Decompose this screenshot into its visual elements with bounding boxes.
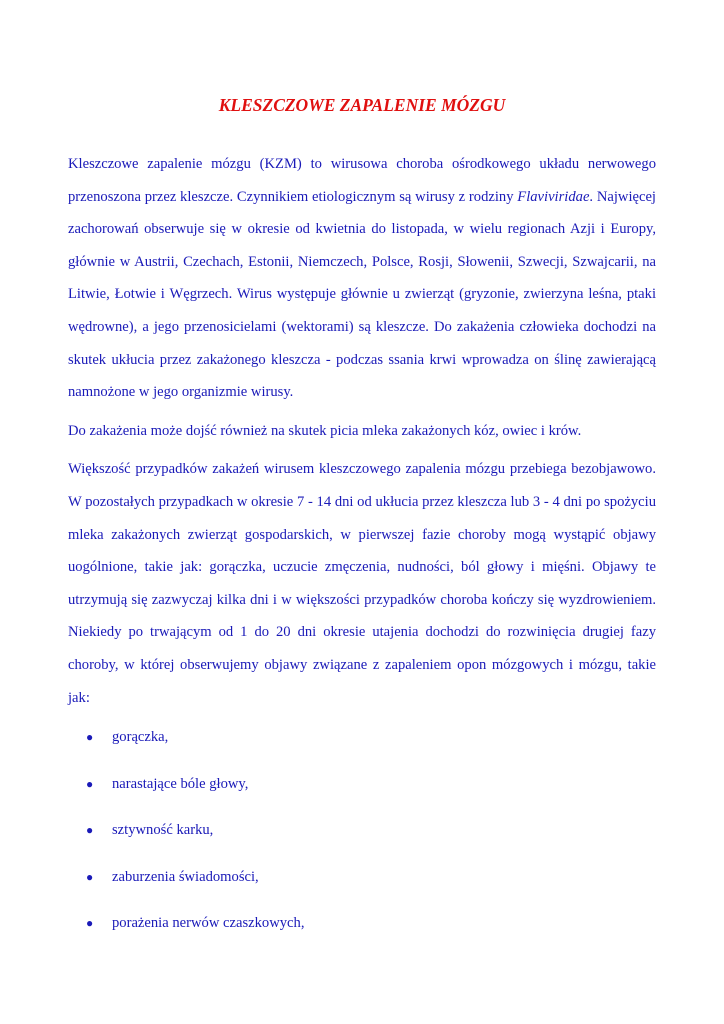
list-item-text: sztywność karku, (112, 822, 214, 839)
list-item-text: narastające bóle głowy, (112, 775, 249, 792)
list-item (68, 819, 656, 866)
bullet-icon: ● (86, 823, 94, 838)
list-item-text: zaburzenia świadomości, (112, 868, 259, 885)
symptom-list (68, 726, 656, 959)
bullet-icon: ● (86, 869, 94, 884)
virus-family-name: Flaviviridae (517, 188, 590, 205)
list-item (68, 912, 656, 959)
list-item (68, 773, 656, 820)
document-body (68, 148, 656, 959)
list-item-text: porażenia nerwów czaszkowych, (112, 915, 305, 932)
paragraph-intro (68, 148, 656, 409)
list-item (68, 866, 656, 913)
list-item (68, 726, 656, 773)
paragraph-intro-part2: . Najwięcej zachorowań obserwuje się w okresie od kwietnia do listopada, w wielu regionach Azji i Europy, głównie w Austrii, Czechach, Estonii, Niemczech, Polsce, Rosji, Słowenii, Szwecji, Szwajcarii, na Litwie, Łotwie i Węgrzech. Wirus występuje głównie u zwierząt (gryzonie, zwierzyna leśna, ptaki wędrowne), a jego przenosicielami (wektorami) są kleszcze. Do zakażenia człowieka dochodzi na skutek ukłucia przez zakażonego kleszcza - podczas ssania krwi wprowadza on ślinę zawierającą namnożone w jego organizmie wirusy. (68, 188, 656, 401)
paragraph-intro-part1: Kleszczowe zapalenie mózgu (KZM) to wirusowa choroba ośrodkowego układu nerwowego przenoszona przez kleszcze. Czynnikiem etiologicznym są wirusy z rodziny (68, 156, 656, 205)
document-title: KLESZCZOWE ZAPALENIE MÓZGU (218, 95, 506, 115)
bullet-icon: ● (86, 776, 94, 791)
paragraph-milk-transmission: Do zakażenia może dojść również na skutek picia mleka zakażonych kóz, owiec i krów. (68, 422, 582, 439)
paragraph-symptoms: Większość przypadków zakażeń wirusem kleszczowego zapalenia mózgu przebiega bezobjawowo. W pozostałych przypadkach w okresie 7 - 14 dni od ukłucia przez kleszcza lub 3 - 4 dni po spożyciu mleka zakażonych zwierząt gospodarskich, w pierwszej fazie choroby mogą wystąpić objawy uogólnione, takie jak: gorączka, uczucie zmęczenia, nudności, ból głowy i mięśni. Objawy te utrzymują się zazwyczaj kilka dni i w większości przypadków choroba kończy się wyzdrowieniem. Niekiedy po trwającym od 1 do 20 dni okresie utajenia dochodzi do rozwinięcia drugiej fazy choroby, w której obserwujemy objawy związane z zapaleniem opon mózgowych i mózgu, takie jak: (68, 461, 656, 706)
bullet-icon: ● (86, 916, 94, 931)
list-item-text: gorączka, (112, 729, 169, 746)
bullet-icon: ● (86, 730, 94, 745)
